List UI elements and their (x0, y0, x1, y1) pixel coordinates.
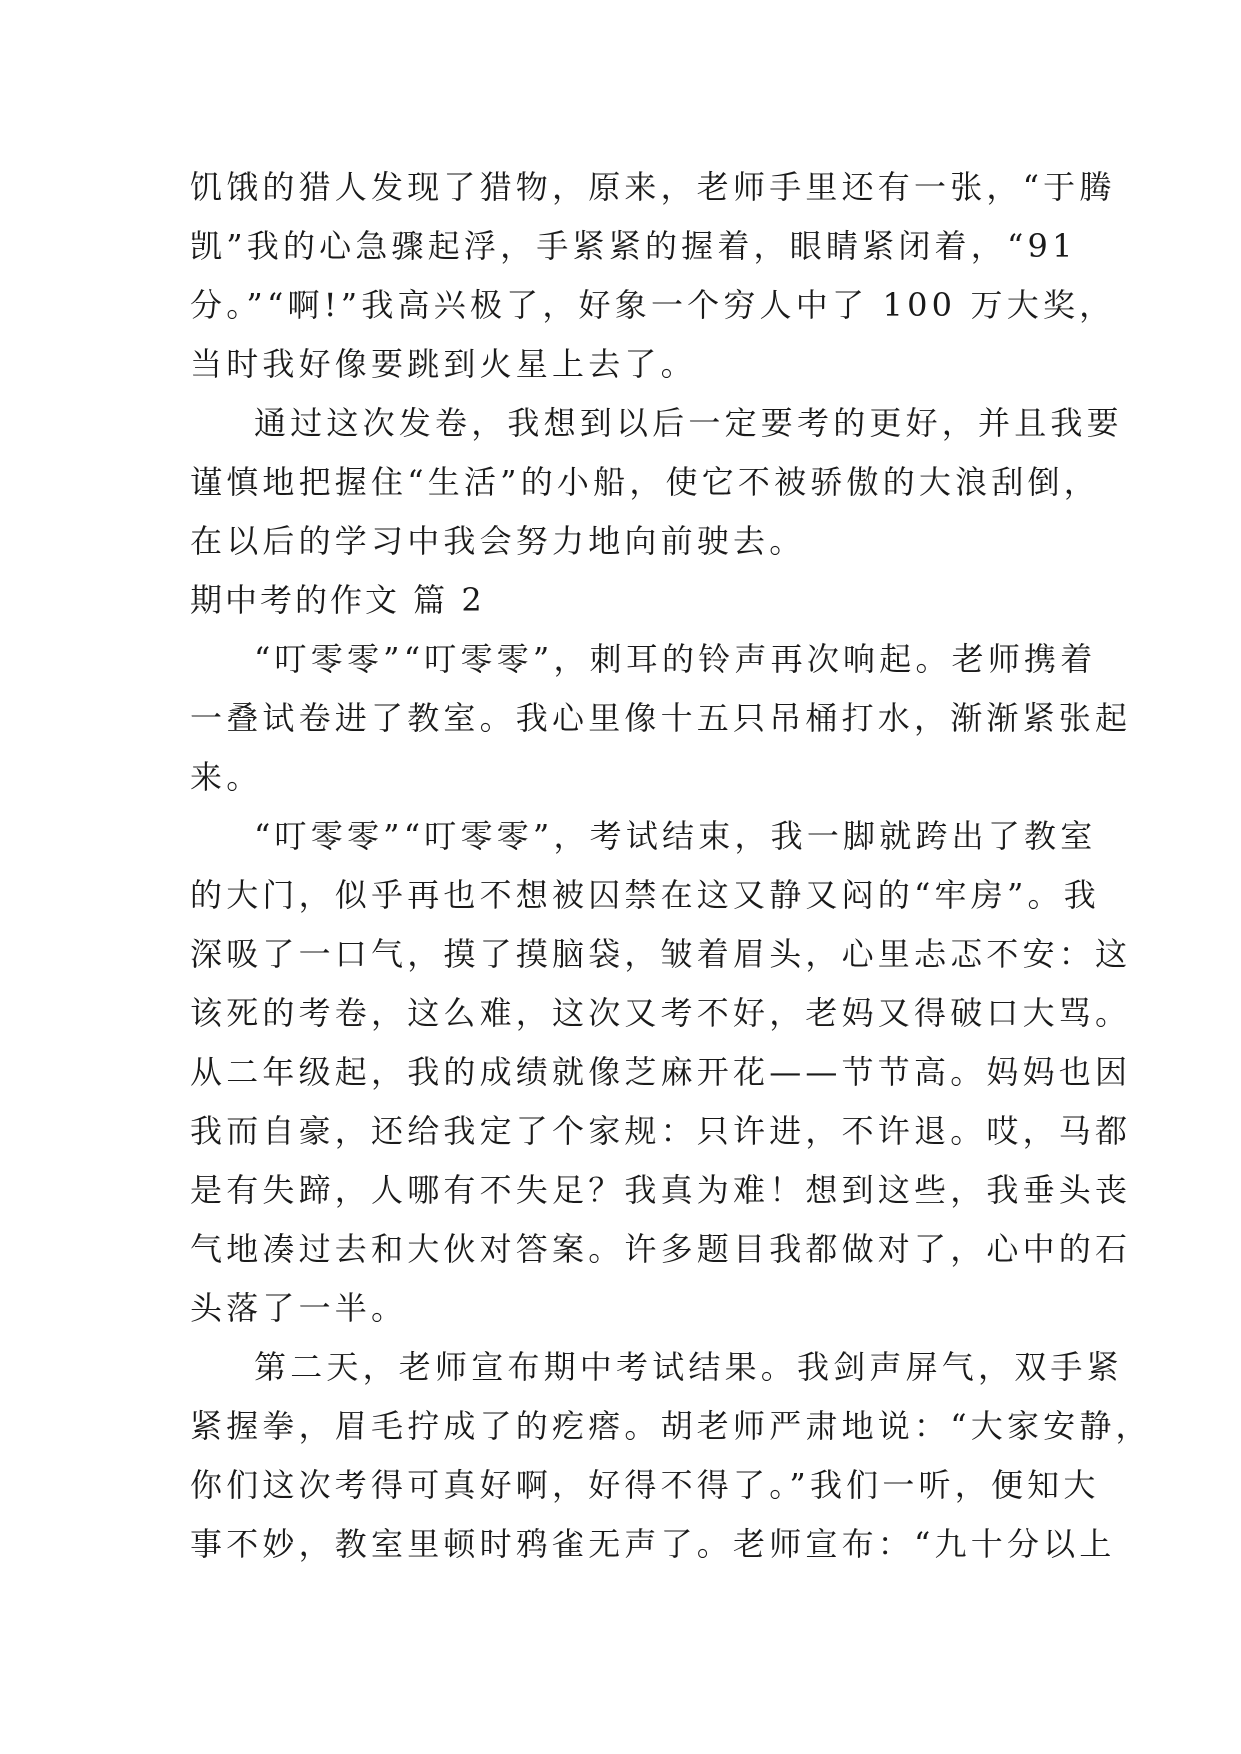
text-line: 事不妙，教室里顿时鸦雀无声了。老师宣布：“九十分以上 (190, 1525, 1116, 1563)
text-line: 是有失蹄，人哪有不失足？我真为难！想到这些，我垂头丧 (190, 1171, 1132, 1209)
text-line: 饥饿的猎人发现了猎物，原来，老师手里还有一张，“于腾 (190, 168, 1116, 206)
text-line: 该死的考卷，这么难，这次又考不好，老妈又得破口大骂。 (190, 994, 1132, 1032)
text-line: 通过这次发卷，我想到以后一定要考的更好，并且我要 (254, 404, 1123, 442)
text-line: 在以后的学习中我会努力地向前驶去。 (190, 522, 806, 560)
text-line: 凯”我的心急骤起浮，手紧紧的握着，眼睛紧闭着，“91 (190, 227, 1077, 265)
text-line: “叮零零”“叮零零”，考试结束，我一脚就跨出了教室 (254, 817, 1097, 855)
document-page (190, 158, 1152, 1574)
text-line: 的大门，似乎再也不想被囚禁在这又静又闷的“牢房”。我 (190, 876, 1100, 914)
text-line: 从二年级起，我的成绩就像芝麻开花——节节高。妈妈也因 (190, 1053, 1132, 1091)
section-heading: 期中考的作文 篇 2 (190, 581, 485, 619)
text-line: 第二天，老师宣布期中考试结果。我剑声屏气，双手紧 (254, 1348, 1123, 1386)
text-line: 一叠试卷进了教室。我心里像十五只吊桶打水，渐渐紧张起 (190, 699, 1132, 737)
text-line: 谨慎地把握住“生活”的小船，使它不被骄傲的大浪刮倒， (190, 463, 1100, 501)
text-line: 气地凑过去和大伙对答案。许多题目我都做对了，心中的石 (190, 1230, 1132, 1268)
text-line: 紧握拳，眉毛拧成了的疙瘩。胡老师严肃地说：“大家安静， (190, 1407, 1152, 1445)
text-line: 分。”“啊!”我高兴极了，好象一个穷人中了 100 万大奖， (190, 286, 1116, 324)
text-line: 头落了一半。 (190, 1289, 408, 1327)
text-line: 深吸了一口气，摸了摸脑袋，皱着眉头，心里忐忑不安：这 (190, 935, 1132, 973)
text-line: 当时我好像要跳到火星上去了。 (190, 345, 697, 383)
text-line: 来。 (190, 758, 263, 796)
text-line: 我而自豪，还给我定了个家规：只许进，不许退。哎，马都 (190, 1112, 1132, 1150)
text-line: 你们这次考得可真好啊，好得不得了。”我们一听，便知大 (190, 1466, 1100, 1504)
text-line: “叮零零”“叮零零”，刺耳的铃声再次响起。老师携着 (254, 640, 1097, 678)
